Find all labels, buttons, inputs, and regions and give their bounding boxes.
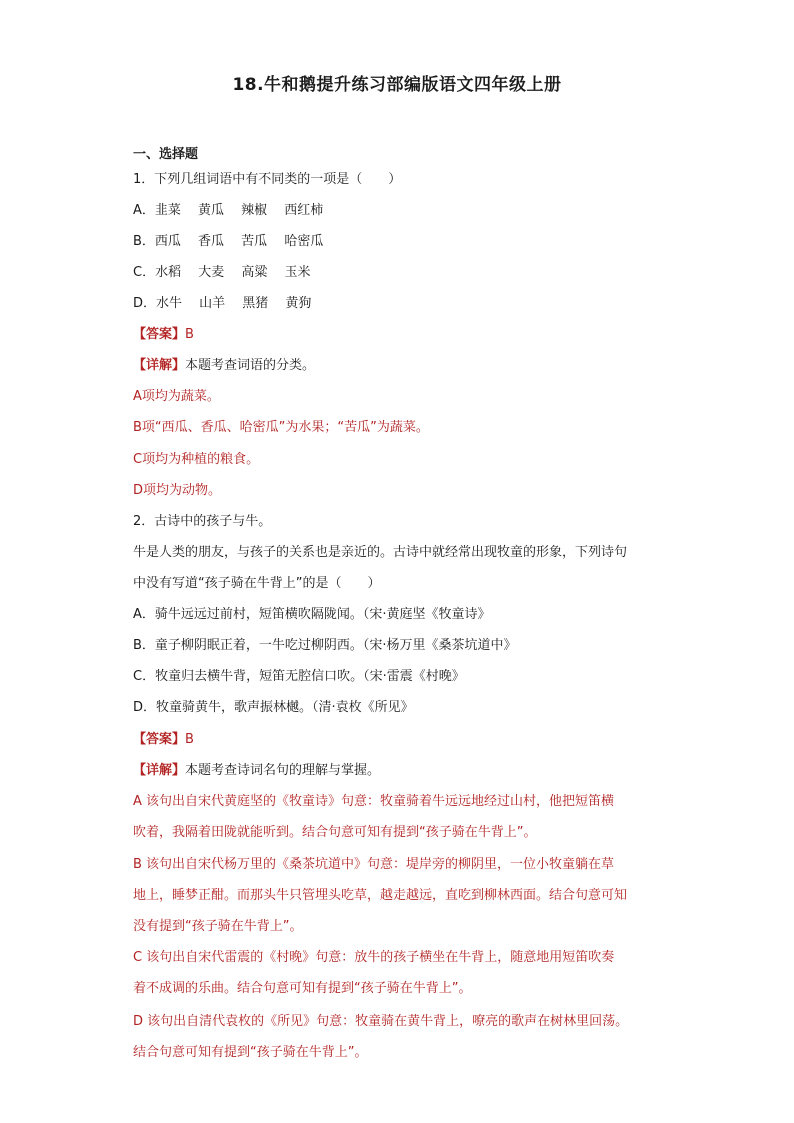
answer-value: B bbox=[185, 732, 194, 747]
q1-detail bbox=[133, 356, 315, 376]
q1-explain-c: C项均为种植的粮食。 bbox=[133, 452, 260, 467]
q1-option-b: B．西瓜 香瓜 苦瓜 哈密瓜 bbox=[133, 234, 324, 249]
q2-option-b: B．童子柳阴眠正着，一牛吃过柳阴西。（宋·杨万里《桑茶坑道中》 bbox=[133, 638, 517, 653]
question-2-stem: 2．古诗中的孩子与牛。 bbox=[133, 514, 272, 529]
section-heading: 一、选择题 bbox=[133, 147, 199, 162]
q1-explain-d: D项均为动物。 bbox=[133, 483, 222, 498]
detail-text: 本题考查词语的分类。 bbox=[185, 358, 316, 373]
detail-tag: 【详解】 bbox=[133, 358, 186, 373]
q2-intro-line-2: 中没有写道“孩子骑在牛背上”的是（ ） bbox=[133, 576, 381, 591]
q2-explain-line: 吹着，我隔着田陇就能听到。结合句意可知有提到“孩子骑在牛背上”。 bbox=[133, 825, 537, 840]
q2-explain-line: A 该句出自宋代黄庭坚的《牧童诗》句意：牧童骑着牛远远地经过山村，他把短笛横 bbox=[133, 794, 615, 809]
detail-text: 本题考查诗词名句的理解与掌握。 bbox=[185, 763, 381, 778]
q2-option-a: A．骑牛远远过前村，短笛横吹隔陇闻。（宋·黄庭坚《牧童诗》 bbox=[133, 607, 491, 622]
q1-option-d: D．水牛 山羊 黑猪 黄狗 bbox=[133, 296, 312, 311]
detail-tag: 【详解】 bbox=[133, 763, 186, 778]
q2-option-c: C．牧童归去横牛背，短笛无腔信口吹。（宋·雷震《村晚》 bbox=[133, 669, 465, 684]
q2-explain-line: C 该句出自宋代雷震的《村晚》句意：放牛的孩子横坐在牛背上，随意地用短笛吹奏 bbox=[133, 950, 615, 965]
q1-answer bbox=[133, 325, 194, 345]
answer-value: B bbox=[185, 327, 194, 342]
q2-explain-line: D 该句出自清代袁枚的《所见》句意：牧童骑在黄牛背上，嘹亮的歌声在树林里回荡。 bbox=[133, 1014, 629, 1029]
q1-option-a: A．韭菜 黄瓜 辣椒 西红柿 bbox=[133, 203, 324, 218]
q2-answer bbox=[133, 730, 194, 750]
question-1-stem: 1．下列几组词语中有不同类的一项是（ ） bbox=[133, 172, 402, 187]
q2-explain-line: 地上，睡梦正酣。而那头牛只管埋头吃草，越走越远，直吃到柳林西面。结合句意可知 bbox=[133, 888, 628, 903]
q1-option-c: C．水稻 大麦 高粱 玉米 bbox=[133, 265, 311, 280]
answer-tag: 【答案】 bbox=[133, 732, 186, 747]
q2-explain-line: 没有提到“孩子骑在牛背上”。 bbox=[133, 919, 303, 934]
answer-tag: 【答案】 bbox=[133, 327, 186, 342]
q2-explain-line: 结合句意可知有提到“孩子骑在牛背上”。 bbox=[133, 1045, 368, 1060]
q2-option-d: D．牧童骑黄牛，歌声振林樾。（清·袁枚《所见》 bbox=[133, 700, 414, 715]
q1-explain-a: A项均为蔬菜。 bbox=[133, 389, 220, 404]
q2-intro-line-1: 牛是人类的朋友，与孩子的关系也是亲近的。古诗中就经常出现牧童的形象，下列诗句 bbox=[133, 545, 628, 560]
q2-explain-line: 着不成调的乐曲。结合句意可知有提到“孩子骑在牛背上”。 bbox=[133, 981, 472, 996]
q1-explain-b: B项“西瓜、香瓜、哈密瓜”为水果；“苦瓜”为蔬菜。 bbox=[133, 420, 429, 435]
q2-explain-line: B 该句出自宋代杨万里的《桑茶坑道中》句意：堤岸旁的柳阴里，一位小牧童躺在草 bbox=[133, 857, 615, 872]
page-title: 18.牛和鹅提升练习部编版语文四年级上册 bbox=[232, 75, 562, 95]
q2-detail bbox=[133, 761, 380, 781]
